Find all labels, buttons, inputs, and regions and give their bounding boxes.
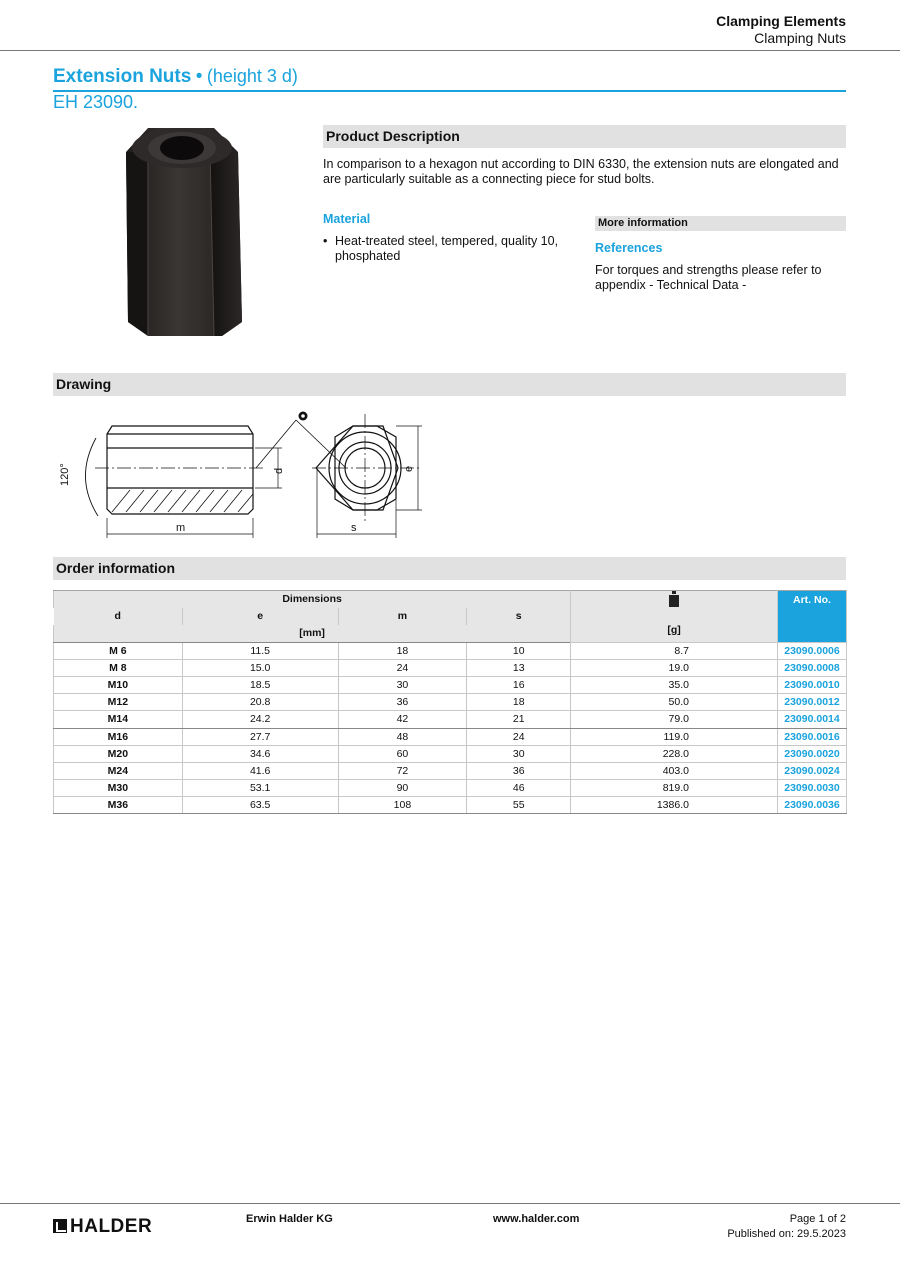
dim-m-label: m [176,522,186,534]
cell-weight: 50.0 [571,694,778,711]
cell-d: M12 [54,694,183,711]
cell-weight: 119.0 [571,728,778,745]
cell-e: 41.6 [182,762,338,779]
cell-m: 30 [338,676,467,693]
cell-d: M36 [54,797,183,814]
more-information-heading: More information [595,216,846,231]
cell-weight: 8.7 [571,642,778,659]
logo-text: HALDER [70,1216,153,1237]
cell-s: 30 [467,745,571,762]
cell-art-no[interactable]: 23090.0024 [777,762,846,779]
cell-weight: 228.0 [571,745,778,762]
art-no-header: Art. No. [777,591,846,643]
cell-m: 108 [338,797,467,814]
cell-weight: 19.0 [571,659,778,676]
col-header-e: e [182,608,338,625]
cell-m: 18 [338,642,467,659]
cell-art-no[interactable]: 23090.0036 [777,797,846,814]
cell-s: 16 [467,676,571,693]
table-row [54,762,847,779]
cell-d: M 6 [54,642,183,659]
cell-art-no[interactable]: 23090.0014 [777,711,846,728]
cell-m: 24 [338,659,467,676]
cell-e: 24.2 [182,711,338,728]
title-separator: • [195,66,203,87]
cell-m: 90 [338,780,467,797]
cell-s: 36 [467,762,571,779]
material-item [323,234,573,264]
title-sub: (height 3 d) [206,66,298,86]
cell-art-no[interactable]: 23090.0030 [777,780,846,797]
material-item-text: Heat-treated steel, tempered, quality 10, phosphated [335,234,559,263]
table-row [54,797,847,814]
cell-e: 18.5 [182,676,338,693]
product-title [53,66,846,92]
cell-d: M10 [54,676,183,693]
cell-weight: 1386.0 [571,797,778,814]
product-code: EH 23090. [53,92,139,112]
col-header-m: m [338,608,467,625]
cell-m: 36 [338,694,467,711]
cell-e: 15.0 [182,659,338,676]
table-row [54,711,847,728]
header-category: Clamping Elements [716,13,846,29]
cell-weight: 79.0 [571,711,778,728]
table-row [54,642,847,659]
footer-website-link[interactable]: www.halder.com [493,1213,580,1225]
cell-art-no[interactable]: 23090.0008 [777,659,846,676]
col-header-s: s [467,608,571,625]
footer-published-date: Published on: 29.5.2023 [727,1228,846,1240]
cell-d: M16 [54,728,183,745]
weight-icon [668,591,680,607]
cell-s: 55 [467,797,571,814]
order-table [53,590,847,814]
product-description-text: In comparison to a hexagon nut according to DIN 6330, the extension nuts are elongated and are particularly suitable as a connecting piece for stud bolts. [323,157,839,186]
angle-label: 120° [59,463,71,486]
unit-g: [g] [667,624,681,636]
title-main: Extension Nuts [53,66,192,87]
cell-e: 53.1 [182,780,338,797]
cell-weight: 403.0 [571,762,778,779]
cell-e: 34.6 [182,745,338,762]
table-row [54,745,847,762]
material-heading: Material [323,212,371,226]
footer-page-number: Page 1 of 2 [789,1213,846,1225]
cell-d: M24 [54,762,183,779]
product-description-heading: Product Description [323,125,846,148]
cell-m: 48 [338,728,467,745]
dim-s-label: s [351,522,357,534]
drawing-heading: Drawing [53,373,846,396]
cell-art-no[interactable]: 23090.0016 [777,728,846,745]
table-row [54,659,847,676]
cell-d: M 8 [54,659,183,676]
table-row [54,676,847,693]
footer-company: Erwin Halder KG [246,1213,333,1225]
weight-header [571,591,778,643]
references-heading: References [595,241,663,255]
halder-logo [53,1216,152,1238]
cell-d: M14 [54,711,183,728]
cell-art-no[interactable]: 23090.0006 [777,642,846,659]
page-header [0,0,900,51]
cell-art-no[interactable]: 23090.0012 [777,694,846,711]
cell-e: 63.5 [182,797,338,814]
cell-art-no[interactable]: 23090.0010 [777,676,846,693]
cell-art-no[interactable]: 23090.0020 [777,745,846,762]
cell-s: 46 [467,780,571,797]
order-information-heading: Order information [53,557,846,580]
dimensions-header: Dimensions [54,591,571,608]
cell-m: 42 [338,711,467,728]
cell-weight: 35.0 [571,676,778,693]
references-text: For torques and strengths please refer to appendix - Technical Data - [595,263,822,292]
cell-s: 18 [467,694,571,711]
bullet: • [323,234,328,248]
table-row [54,694,847,711]
cell-s: 13 [467,659,571,676]
cell-weight: 819.0 [571,780,778,797]
cell-e: 20.8 [182,694,338,711]
technical-drawing [50,404,430,549]
cell-d: M30 [54,780,183,797]
cell-e: 11.5 [182,642,338,659]
logo-mark-icon [53,1219,67,1233]
cell-d: M20 [54,745,183,762]
col-header-d: d [54,608,183,625]
product-photo [118,122,250,345]
dim-e-label: e [403,465,415,472]
cell-m: 72 [338,762,467,779]
cell-s: 24 [467,728,571,745]
dim-d-label: d [273,467,285,474]
cell-m: 60 [338,745,467,762]
cell-s: 21 [467,711,571,728]
header-subcategory: Clamping Nuts [754,30,846,46]
cell-e: 27.7 [182,728,338,745]
cell-s: 10 [467,642,571,659]
table-row [54,728,847,745]
table-row [54,780,847,797]
unit-mm: [mm] [54,625,571,642]
